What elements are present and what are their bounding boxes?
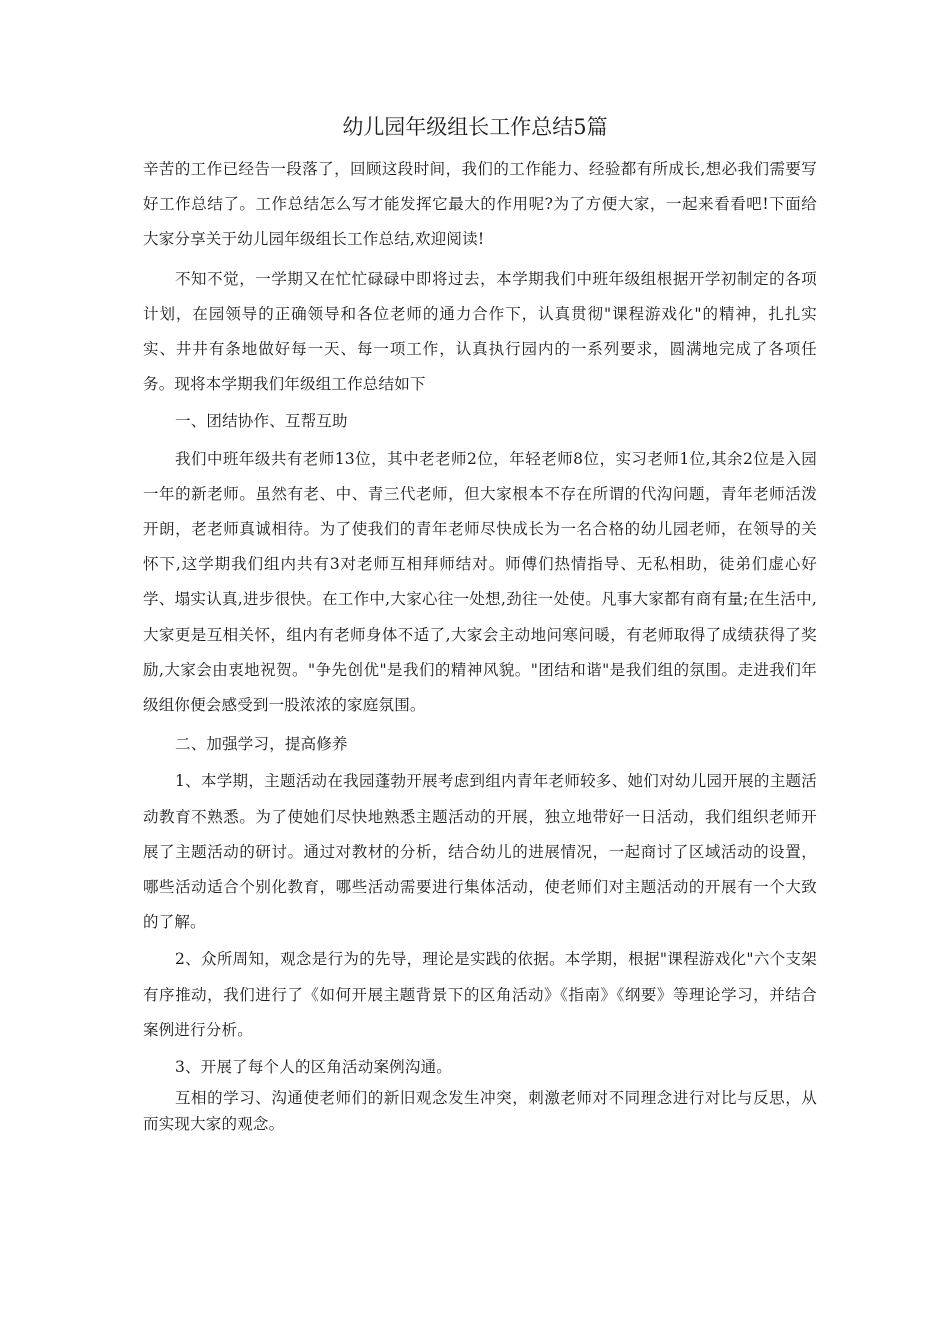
section-heading-1: 一、团结协作、互帮互助: [175, 412, 348, 431]
paragraph-item-3: 3、开展了每个人的区角活动案例沟通。: [175, 1058, 452, 1077]
paragraph-intro: 辛苦的工作已经告一段落了，回顾这段时间，我们的工作能力、经验都有所成长,想必我们需要写好工作总结了。工作总结怎么写才能发挥它最大的作用呢?为了方便大家，一起来看看吧!下面给大家分享关于幼儿园年级组长工作总结,欢迎阅读!: [143, 160, 817, 249]
paragraph-section-1: 我们中班年级共有老师13位，其中老老师2位，年轻老师8位，实习老师1位,其余2位是入园一年的新老师。虽然有老、中、青三代老师，但大家根本不存在所谓的代沟问题，青年老师活泼开朗，老老师真诚相待。为了使我们的青年老师尽快成长为一名合格的幼儿园老师，在领导的关怀下,这学期我们组内共有3对老师互相拜师结对。师傅们热情指导、无私相助，徒弟们虚心好学、塌实认真,进步很快。在工作中,大家心往一处想,劲往一处使。凡事大家都有商有量;在生活中,大家更是互相关怀，组内有老师身体不适了,大家会主动地问寒问暖，有老师取得了成绩获得了奖励,大家会由衷地祝贺。"争先创优"是我们的精神风貌。"团结和谐"是我们组的氛围。走进我们年级组你便会感受到一股浓浓的家庭氛围。: [143, 449, 817, 715]
document-title: 幼儿园年级组长工作总结5篇: [342, 115, 608, 139]
section-heading-2: 二、加强学习，提高修养: [175, 735, 348, 754]
paragraph-overview: 不知不觉，一学期又在忙忙碌碌中即将过去，本学期我们中班年级组根据开学初制定的各项计划，在园领导的正确领导和各位老师的通力合作下，认真贯彻"课程游戏化"的精神，扎扎实实、井井有条地做好每一天、每一项工作，认真执行园内的一系列要求，圆满地完成了各项任务。现将本学期我们年级组工作总结如下: [143, 269, 817, 394]
paragraph-item-2: 2、众所周知，观念是行为的先导，理论是实践的依据。本学期，根据"课程游戏化"六个支架有序推动，我们进行了《如何开展主题背景下的区角活动》《指南》《纲要》等理论学习，并结合案例进行分析。: [143, 950, 817, 1039]
paragraph-closing: 互相的学习、沟通使老师们的新旧观念发生冲突，刺激老师对不同理念进行对比与反思，从而实现大家的观念。: [143, 1089, 817, 1134]
document-body: [143, 152, 817, 1137]
paragraph-item-1: 1、本学期，主题活动在我园蓬勃开展考虑到组内青年老师较多、她们对幼儿园开展的主题活动教育不熟悉。为了使她们尽快地熟悉主题活动的开展，独立地带好一日活动，我们组织老师开展了主题活动的研讨。通过对教材的分析，结合幼儿的进展情况，一起商讨了区域活动的设置，哪些活动适合个别化教育，哪些活动需要进行集体活动，使老师们对主题活动的开展有一个大致的了解。: [143, 772, 817, 932]
